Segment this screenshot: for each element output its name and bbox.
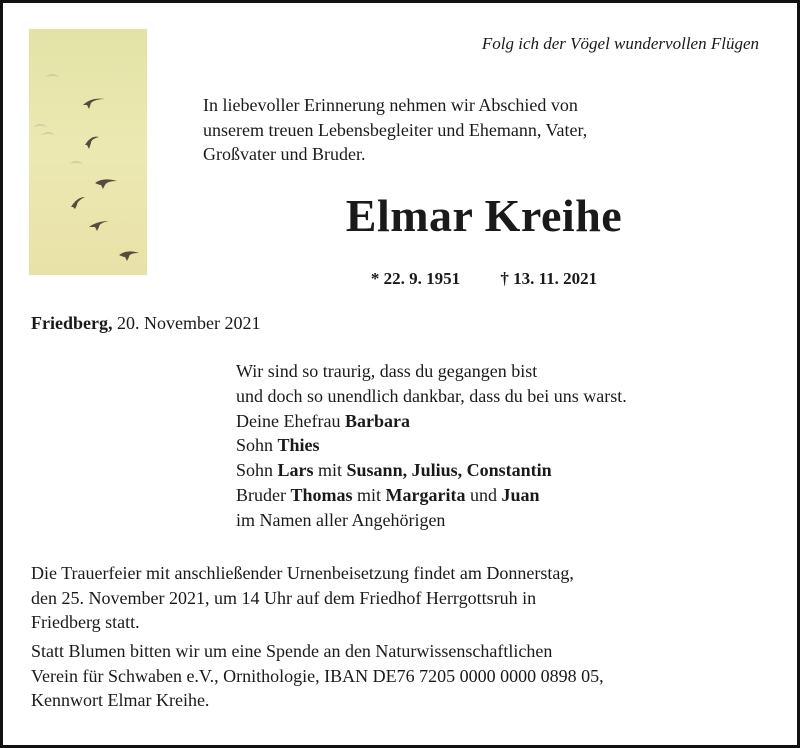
notice-date: 20. November 2021 xyxy=(116,313,261,333)
intro-line: In liebevoller Erinnerung nehmen wir Abschied von xyxy=(203,95,578,115)
donation-line: Kennwort Elmar Kreihe. xyxy=(31,690,210,710)
relation-label: Sohn xyxy=(236,435,274,456)
verse-line: Wir sind so traurig, dass du gegangen bist xyxy=(236,361,538,381)
connector: mit xyxy=(357,484,382,505)
life-dates xyxy=(203,269,765,289)
closing-line: im Namen aller Angehörigen xyxy=(236,509,446,530)
donation-line: Verein für Schwaben e.V., Ornithologie, IBAN DE76 7205 0000 0000 0898 05, xyxy=(31,665,604,686)
brother-child-name: Juan xyxy=(501,484,540,505)
son-family-names: Susann, Julius, Constantin xyxy=(346,460,552,481)
family-line-son xyxy=(236,433,796,458)
donation-line: Statt Blumen bitten wir um eine Spende an den Naturwissenschaftlichen xyxy=(31,641,553,661)
connector: mit xyxy=(318,460,343,481)
birds-picture xyxy=(29,29,147,275)
verse-line: und doch so unendlich dankbar, dass du bei uns warst. xyxy=(236,385,627,406)
funeral-line: Friedberg statt. xyxy=(31,612,140,632)
place: Friedberg, xyxy=(31,313,113,333)
brother-partner-name: Margarita xyxy=(385,484,466,505)
donation-info xyxy=(31,639,781,713)
motto: Folg ich der Vögel wundervollen Flügen xyxy=(481,34,759,53)
place-and-date xyxy=(31,313,260,334)
family-line-brother xyxy=(236,483,796,508)
relation-label: Deine Ehefrau xyxy=(236,410,341,431)
intro-line: Großvater und Bruder. xyxy=(203,144,366,164)
death-date: † 13. 11. 2021 xyxy=(500,269,598,288)
son-name: Thies xyxy=(277,435,320,456)
intro-text xyxy=(203,93,773,167)
family-line-son xyxy=(236,458,796,483)
funeral-line: den 25. November 2021, um 14 Uhr auf dem Friedhof Herrgottsruh in xyxy=(31,587,537,608)
intro-line: unserem treuen Lebensbegleiter und Ehemann, Vater, xyxy=(203,119,588,140)
son-name: Lars xyxy=(277,460,314,481)
deceased-name: Elmar Kreihe xyxy=(345,190,623,241)
brother-name: Thomas xyxy=(290,484,353,505)
relation-label: Sohn xyxy=(236,460,274,481)
family-line-wife xyxy=(236,409,796,434)
birth-date: * 22. 9. 1951 xyxy=(370,269,461,288)
funeral-line: Die Trauerfeier mit anschließender Urnenbeisetzung findet am Donnerstag, xyxy=(31,563,574,583)
connector: und xyxy=(469,484,497,505)
relation-label: Bruder xyxy=(236,484,286,505)
funeral-info xyxy=(31,561,781,635)
wife-name: Barbara xyxy=(344,410,410,431)
family-signature xyxy=(236,359,796,533)
